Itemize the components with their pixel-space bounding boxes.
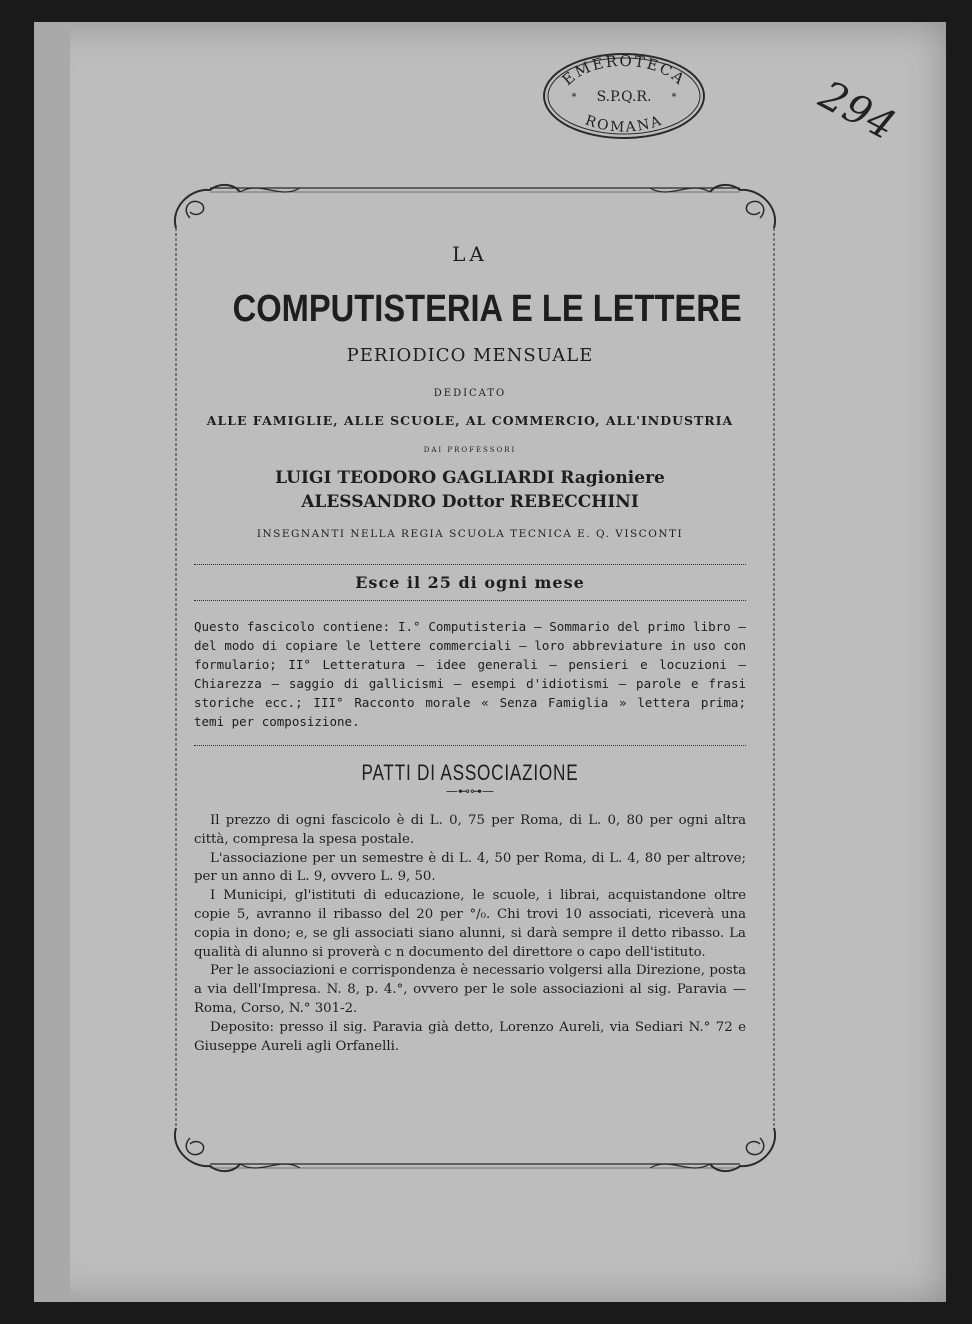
svg-text:*: * xyxy=(571,92,577,103)
divider-rule xyxy=(194,600,746,601)
terms-paragraph: I Municipi, gl'istituti di educazione, le scuole, i librai, acquistandone oltre copie 5, avranno il ribasso del 20 per °/₀. Chi trovi 10 associati, riceverà una copia in dono; e, se gli associati siano alunni, si darà sempre il detto ribasso. La qualità di alunno si proverà c n documento del direttore o capo dell'istituto. xyxy=(194,888,746,960)
stamp-bottom-text: ROMANA xyxy=(582,112,666,136)
library-stamp xyxy=(540,50,708,142)
title-page-content xyxy=(194,242,746,1056)
periodical-subtitle: PERIODICO MENSUALE xyxy=(346,345,594,366)
author-rebecchini: ALESSANDRO Dottor REBECCHINI xyxy=(301,492,639,512)
binding-strip xyxy=(34,22,70,1302)
title-article: LA xyxy=(452,242,488,266)
svg-text:EMEROTECA xyxy=(559,52,690,89)
svg-text:ROMANA xyxy=(583,113,665,136)
terms-paragraph: Deposito: presso il sig. Paravia già detto, Lorenzo Aureli, via Sediari N.° 72 e Giuseppe Aureli agli Orfanelli. xyxy=(194,1019,746,1054)
terms-paragraph: Il prezzo di ogni fascicolo è di L. 0, 75 per Roma, di L. 0, 80 per ogni altra città, compresa la spesa postale. xyxy=(194,813,746,847)
periodical-title: COMPUTISTERIA E LE LETTERE xyxy=(232,288,742,330)
handwritten-catalog-number: 294 xyxy=(811,72,904,150)
divider-rule xyxy=(194,745,746,746)
teachers-affiliation: INSEGNANTI NELLA REGIA SCUOLA TECNICA E. Q. VISCONTI xyxy=(256,528,684,540)
heading-ornament: —⊷⊶— xyxy=(446,784,494,798)
dedicated-label: DEDICATO xyxy=(433,388,507,399)
terms-paragraph: Per le associazioni e corrispondenza è necessario volgersi alla Direzione, posta a via dell'Impresa. N. 8, p. 4.°, ovvero per le sole associazioni al sig. Paravia — Roma, Corso, N.° 301-2. xyxy=(194,963,746,1016)
subscription-terms-heading: PATTI DI ASSOCIAZIONE xyxy=(361,760,579,785)
audience-line: ALLE FAMIGLIE, ALLE SCUOLE, AL COMMERCIO, ALL'INDUSTRIA xyxy=(206,413,734,428)
author-gagliardi: LUIGI TEODORO GAGLIARDI Ragioniere xyxy=(275,468,665,488)
document-page xyxy=(34,22,946,1302)
svg-text:*: * xyxy=(671,92,677,103)
stamp-middle-text: S.P.Q.R. xyxy=(596,89,652,105)
issue-contents-summary: Questo fascicolo contiene: I.° Computisteria — Sommario del primo libro — del modo di copiare le lettere commerciali — loro abbreviature in uso con formulario; II° Letteratura — idee generali — pensieri e locuzioni — Chiarezza — saggio di gallicismi — esempi d'idiotismi — parole e frasi storiche ecc.; III° Racconto morale « Senza Famiglia » lettera prima; temi per composizione. xyxy=(194,619,746,729)
issue-schedule-notice: Esce il 25 di ogni mese xyxy=(355,573,585,592)
stamp-top-text: EMEROTECA xyxy=(558,51,690,90)
subscription-terms xyxy=(194,812,746,1056)
terms-paragraph: L'associazione per un semestre è di L. 4, 50 per Roma, di L. 4, 80 per altrove; per un anno di L. 9, ovvero L. 9, 50. xyxy=(194,850,746,885)
by-professors-label: DAI PROFESSORI xyxy=(423,446,517,454)
divider-rule xyxy=(194,564,746,565)
